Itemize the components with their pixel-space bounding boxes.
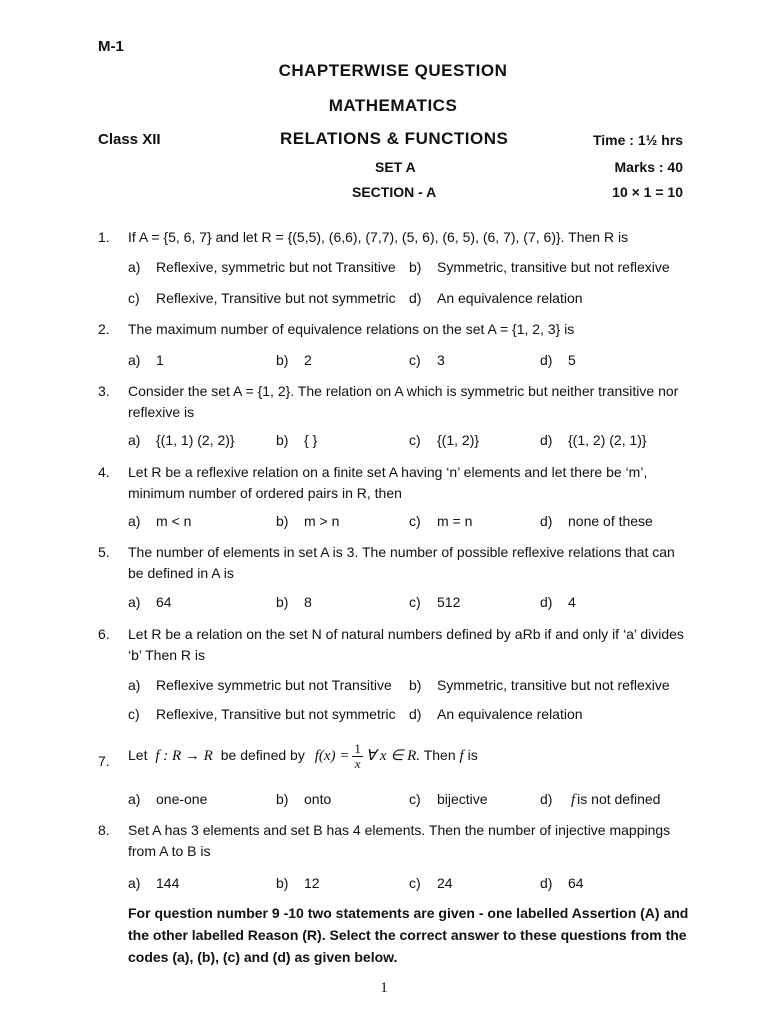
option-b: b) Symmetric, transitive but not reflexive (409, 259, 670, 275)
option-a: a) m < n (128, 513, 192, 529)
option-a: a) 144 (128, 875, 180, 891)
question-number: 8. (98, 822, 110, 838)
option-d: d) 5 (540, 352, 576, 368)
section-marks-label: 10 × 1 = 10 (612, 184, 683, 200)
assertion-reason-instruction: For question number 9 -10 two statements are given - one labelled Assertion (A) and the other labelled Reason (R). Select the correct answer to these questions from the codes (a), (b), (c) and (d) as given below. (128, 905, 689, 965)
time-label: Time : 1½ hrs (592, 132, 683, 148)
option-d: d) 64 (540, 875, 584, 891)
question-number: 5. (98, 544, 110, 560)
option-a: a) Reflexive, symmetric but not Transitive (128, 259, 396, 275)
page-number: 1 (380, 980, 388, 996)
option-c: c) {(1, 2)} (409, 432, 480, 448)
question-text: If A = {5, 6, 7} and let R = {(5,5), (6,6), (7,7), (5, 6), (6, 5), (6, 7), (7, 6)}. Then R is (128, 229, 629, 245)
option-b: b) { } (276, 432, 318, 448)
option-c: c) 24 (409, 875, 453, 891)
document-code: M-1 (98, 38, 124, 55)
question-number: 4. (98, 464, 110, 480)
option-b: b) 8 (276, 594, 312, 610)
option-a: a) 1 (128, 352, 164, 368)
option-a: a) one-one (128, 791, 208, 807)
question-text: Set A has 3 elements and set B has 4 elements. Then the number of injective mappings from A to B is (128, 822, 671, 859)
question-text: Consider the set A = {1, 2}. The relation on A which is symmetric but neither transitive nor reflexive is (128, 383, 679, 420)
option-b: b) 2 (276, 352, 312, 368)
option-a: a) Reflexive symmetric but not Transitive (128, 677, 392, 693)
question-text: The number of elements in set A is 3. The number of possible reflexive relations that can be defined in A is (128, 544, 675, 581)
option-d: d) f is not defined (540, 791, 661, 808)
option-c: c) Reflexive, Transitive but not symmetric (128, 706, 396, 722)
option-c: c) Reflexive, Transitive but not symmetric (128, 290, 396, 306)
option-c: c) 3 (409, 352, 445, 368)
marks-label: Marks : 40 (614, 159, 683, 175)
option-d: d) 4 (540, 594, 576, 610)
question-number: 6. (98, 626, 110, 642)
option-b: b) m > n (276, 513, 340, 529)
question-text: The maximum number of equivalence relations on the set A = {1, 2, 3} is (128, 321, 575, 337)
option-c: c) bijective (409, 791, 488, 807)
option-a: a) {(1, 1) (2, 2)} (128, 432, 235, 448)
option-c: c) 512 (409, 594, 461, 610)
option-b: b) onto (276, 791, 332, 807)
document-title: CHAPTERWISE QUESTION (278, 61, 508, 80)
option-d: d) An equivalence relation (409, 706, 583, 722)
set-label: SET A (375, 159, 416, 175)
question-text: Let f : R → R be defined by f(x) = $\frac{1}{x}$ ∀ x ∈ R. Then f is (128, 741, 478, 771)
question-7 (0, 742, 768, 778)
chapter-title: RELATIONS & FUNCTIONS (280, 129, 509, 148)
option-a: a) 64 (128, 594, 172, 610)
option-d: d) {(1, 2) (2, 1)} (540, 432, 647, 448)
option-b: b) 12 (276, 875, 320, 891)
option-c: c) m = n (409, 513, 473, 529)
question-number: 2. (98, 321, 110, 337)
question-text: Let R be a reflexive relation on a finite set A having ‘n’ elements and let there be ‘m’, minimum number of ordered pairs in R, then (128, 464, 648, 501)
subject-title: MATHEMATICS (328, 96, 458, 115)
question-number: 1. (98, 229, 110, 245)
option-d: d) An equivalence relation (409, 290, 583, 306)
option-b: b) Symmetric, transitive but not reflexive (409, 677, 670, 693)
question-text: Let R be a relation on the set N of natural numbers defined by aRb if and only if ‘a’ divides ‘b’ Then R is (128, 626, 684, 663)
question-number: 7. (98, 753, 110, 769)
question-number: 3. (98, 383, 110, 399)
option-d: d) none of these (540, 513, 653, 529)
fraction: $\frac{1}{x}$ (354, 741, 361, 771)
section-label: SECTION - A (352, 184, 437, 200)
class-label: Class XII (98, 131, 161, 148)
